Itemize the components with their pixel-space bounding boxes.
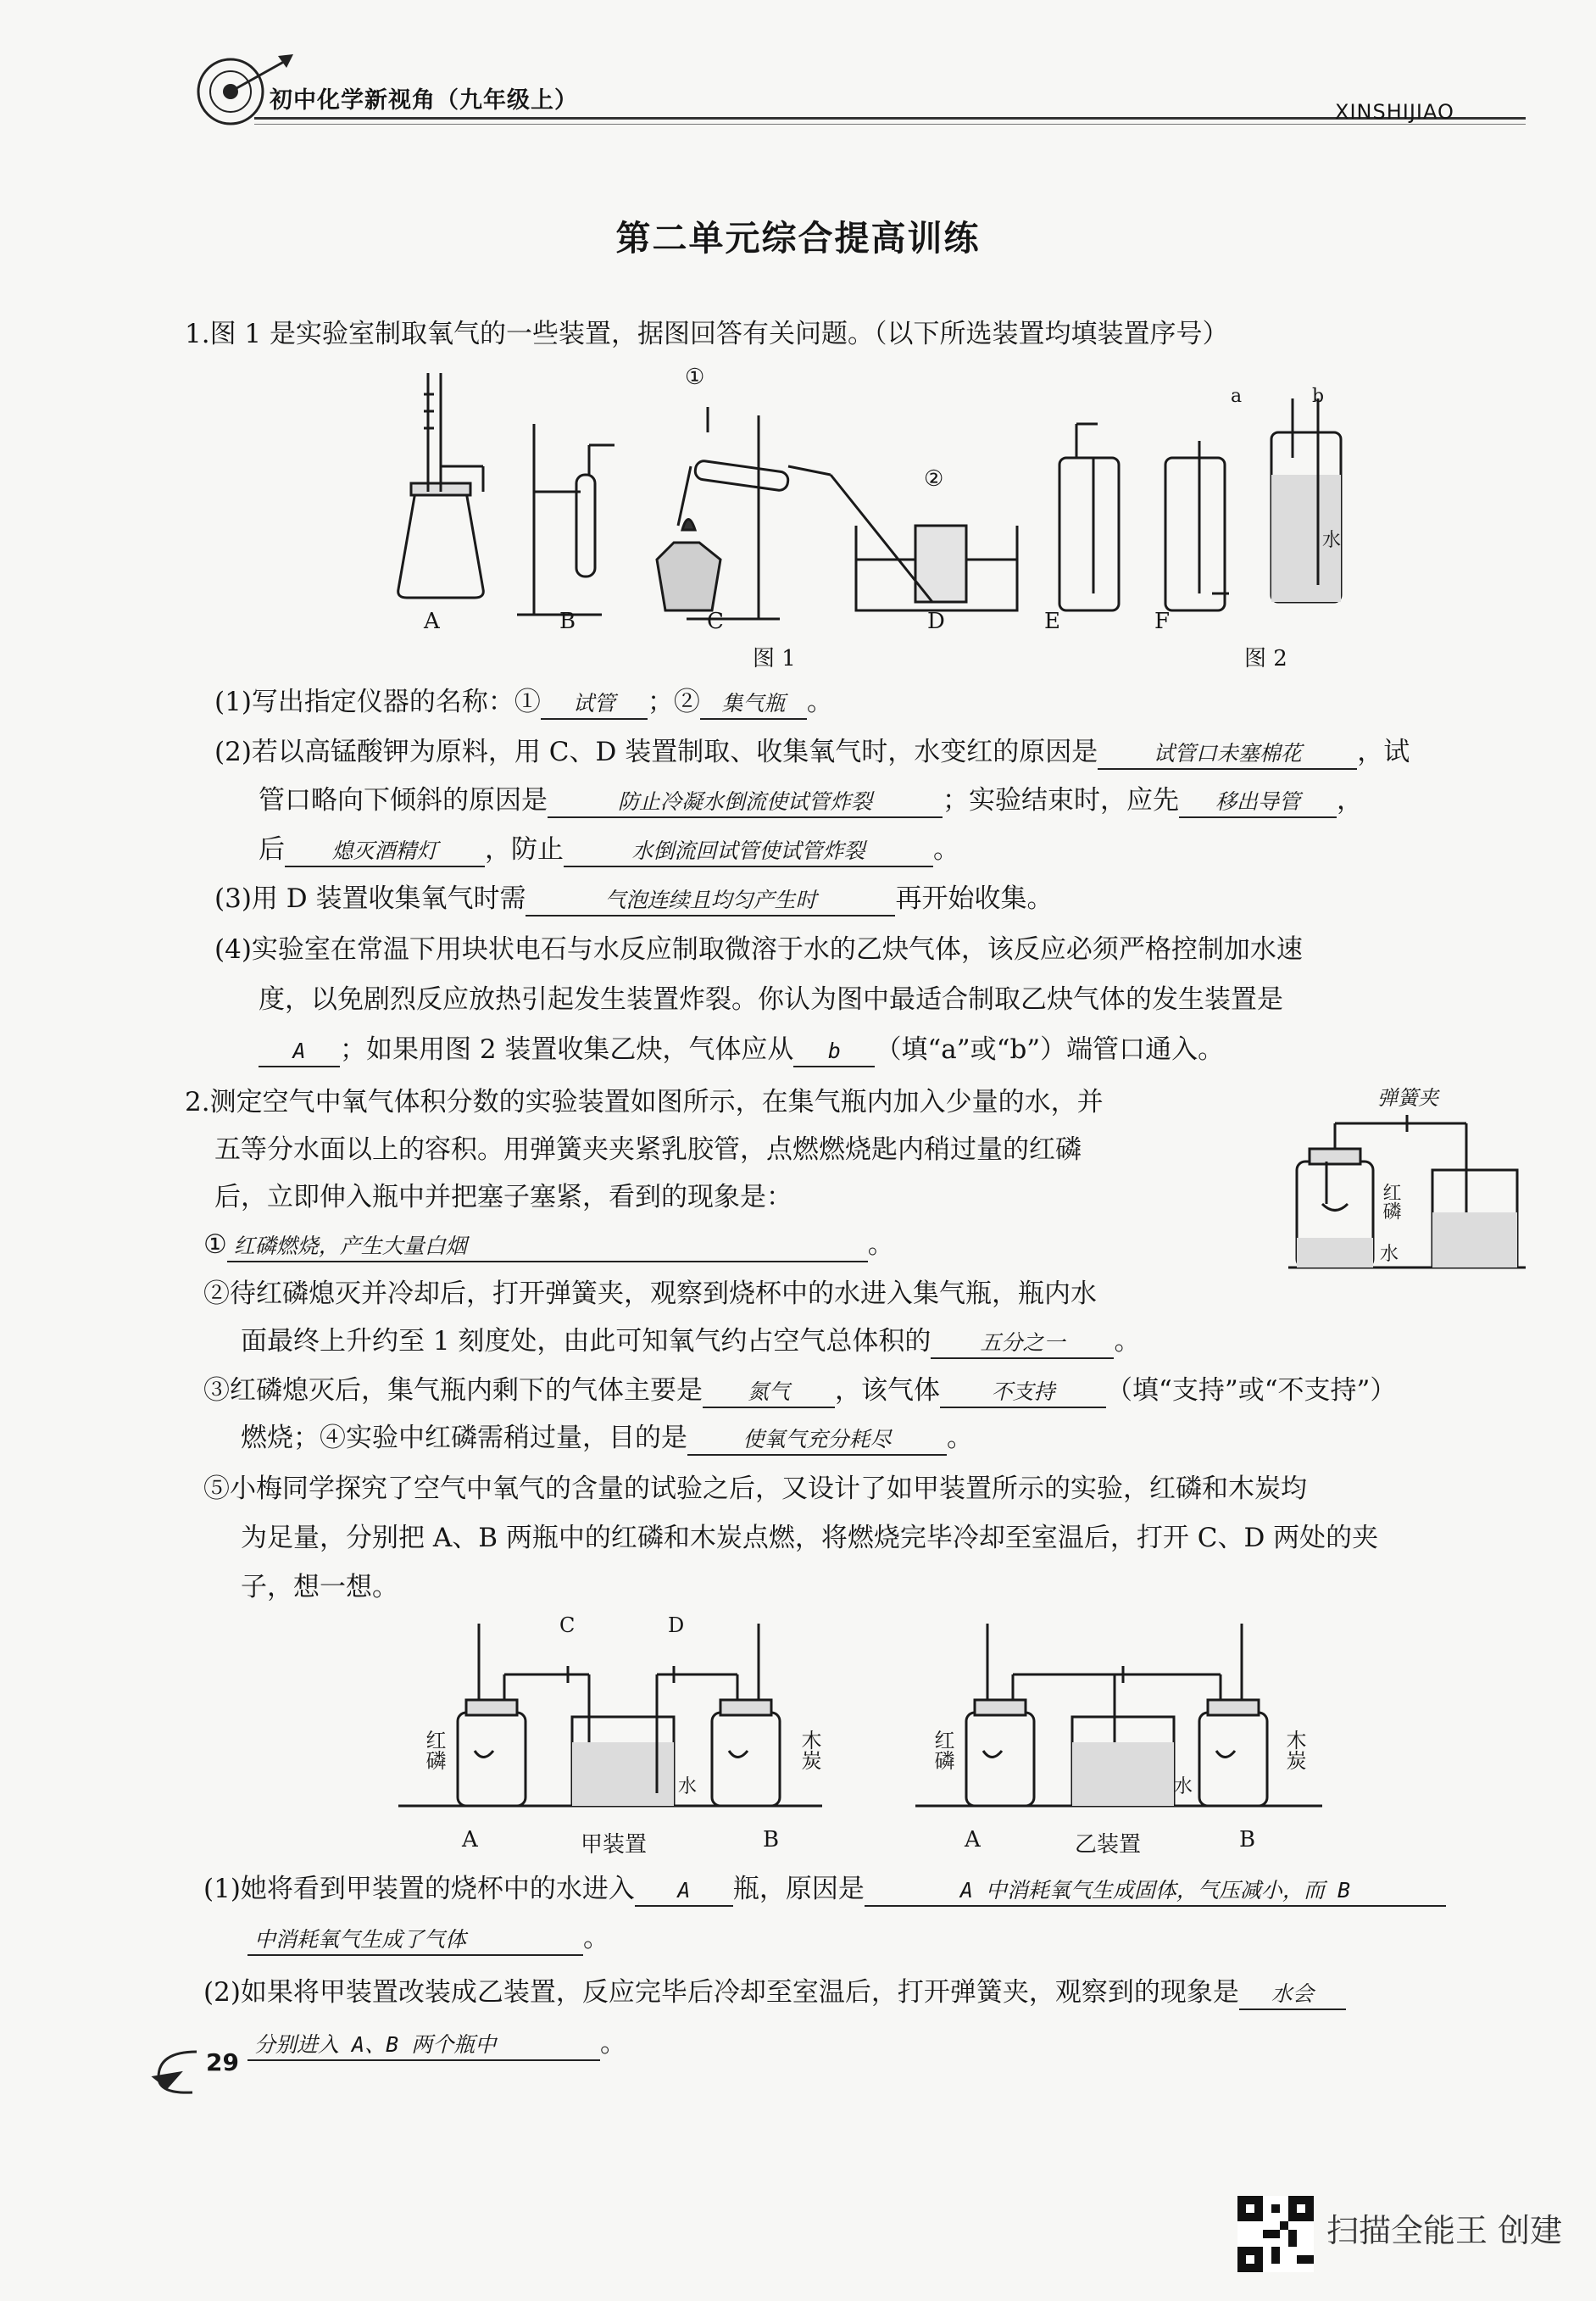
fig-label-d: D — [927, 609, 945, 634]
q2-line3: 后，立即伸入瓶中并把塞子塞紧，看到的现象是： — [214, 1182, 792, 1212]
answer-field[interactable]: A 中消耗氧气生成固体，气压减小，而 B — [865, 1876, 1446, 1907]
q2-part2-line2: 面最终上升约至 1 刻度处，由此可知氧气约占空气总体积的 五分之一 。 — [241, 1323, 1140, 1360]
answer-field[interactable]: 不支持 — [940, 1378, 1106, 1408]
answer-field[interactable]: 熄灭酒精灯 — [285, 837, 485, 867]
answer-field[interactable]: 水会 — [1239, 1980, 1346, 2010]
yi-bottle-b: B — [1239, 1827, 1256, 1852]
fig-label-e: E — [1044, 609, 1060, 634]
q2-part5-line1: ⑤小梅同学探究了空气中氧气的含量的试验之后，又设计了如甲装置所示的实验，红磷和木炭均 — [203, 1474, 1307, 1504]
phosphorus-label: 红磷 — [1380, 1183, 1401, 1220]
q2-part4: 燃烧；④实验中红磷需稍过量，目的是 使氧气充分耗尽 。 — [241, 1419, 973, 1457]
answer-field[interactable]: 中消耗氧气生成了气体 — [247, 1925, 583, 1956]
q2-sub1-line1: (1)她将看到甲装置的烧杯中的水进入 A 瓶，原因是 A 中消耗氧气生成固体，气压减小，而 B — [203, 1870, 1446, 1908]
q1-part1: (1)写出指定仪器的名称：① 试管 ；② 集气瓶 。 — [214, 683, 833, 721]
answer-field[interactable]: 红磷燃烧，产生大量白烟 — [227, 1232, 868, 1262]
mark-1: ① — [685, 365, 705, 390]
water-label: 水 — [1380, 1244, 1399, 1265]
page-title: 第二单元综合提高训练 — [615, 218, 981, 259]
figure-2-caption: 图 2 — [1244, 646, 1287, 671]
fig2-label-a: a — [1231, 386, 1243, 407]
q2-sub1-line2: 中消耗氧气生成了气体 。 — [247, 1919, 609, 1957]
answer-field[interactable]: 试管 — [541, 689, 648, 720]
q2-part5-line3: 子，想一想。 — [241, 1572, 398, 1602]
scanner-watermark: 扫描全能王 创建 — [1326, 2212, 1563, 2249]
q1-part2-line1: (2)若以高锰酸钾为原料，用 C、D 装置制取、收集氧气时，水变红的原因是 试管口未塞棉花 ，试 — [214, 733, 1410, 771]
book-title: 初中化学新视角（九年级上） — [270, 87, 578, 114]
q2-line1: 2.测定空气中氧气体积分数的实验装置如图所示，在集气瓶内加入少量的水，并 — [185, 1087, 1104, 1117]
spring-clip-label: 弹簧夹 — [1377, 1086, 1438, 1110]
clip-d-label: D — [668, 1613, 685, 1637]
answer-field[interactable]: A — [635, 1876, 733, 1907]
answer-field[interactable]: 集气瓶 — [700, 689, 807, 720]
page-corner-icon — [146, 2035, 214, 2103]
q2-sub2-line2: 分别进入 A、B 两个瓶中 。 — [247, 2025, 626, 2062]
q2-part2-line1: ②待红磷熄灭并冷却后，打开弹簧夹，观察到烧杯中的水进入集气瓶，瓶内水 — [203, 1279, 1097, 1309]
q1-part4-line3: A ；如果用图 2 装置收集乙炔，气体应从 b （填“a”或“b”）端管口通入。 — [259, 1031, 1224, 1068]
answer-field[interactable]: 试管口未塞棉花 — [1098, 739, 1357, 770]
q1-part4-line1: (4)实验室在常温下用块状电石与水反应制取微溶于水的乙炔气体，该反应必须严格控制加水速 — [214, 934, 1303, 965]
figure-1-caption: 图 1 — [753, 646, 796, 671]
jia-bottle-b: B — [763, 1827, 780, 1852]
fig-label-b: B — [559, 609, 576, 634]
answer-field[interactable]: A — [259, 1037, 340, 1067]
fig-label-a: A — [424, 609, 440, 634]
fig-label-f: F — [1154, 609, 1171, 634]
fig-label-c: C — [707, 609, 724, 634]
jia-bottle-a: A — [462, 1827, 478, 1852]
yi-phosphorus-label: 红磷 — [931, 1730, 954, 1770]
jia-phosphorus-label: 红磷 — [422, 1730, 446, 1770]
answer-field[interactable]: 五分之一 — [931, 1329, 1114, 1359]
answer-field[interactable]: 防止冷凝水倒流使试管炸裂 — [548, 788, 943, 818]
q1-part2-line2: 管口略向下倾斜的原因是 防止冷凝水倒流使试管炸裂 ；实验结束时，应先 移出导管 ， — [259, 782, 1363, 819]
q1-part4-line2: 度，以免剧烈反应放热引起发生装置炸裂。你认为图中最适合制取乙炔气体的发生装置是 — [259, 984, 1283, 1015]
q2-part1: ① 红磷燃烧，产生大量白烟 。 — [203, 1226, 894, 1263]
page-number: 29 — [206, 2048, 239, 2076]
q1-stem: 1.图 1 是实验室制取氧气的一些装置，据图回答有关问题。（以下所选装置均填装置序号） — [185, 319, 1229, 349]
clip-c-label: C — [559, 1613, 576, 1637]
header-rule-thin — [254, 124, 1526, 125]
jia-carbon-label: 木炭 — [798, 1730, 821, 1770]
q1-part3: (3)用 D 装置收集氧气时需 气泡连续且均匀产生时 再开始收集。 — [214, 880, 1053, 917]
mark-2: ② — [924, 466, 944, 492]
q1-part2-line3: 后 熄灭酒精灯 ，防止 水倒流回试管使试管炸裂 。 — [259, 831, 959, 868]
apparatus-yi — [915, 1615, 1339, 1819]
answer-field[interactable]: 分别进入 A、B 两个瓶中 — [247, 2031, 600, 2061]
apparatus-jia — [398, 1615, 822, 1819]
q2-part5-line2: 为足量，分别把 A、B 两瓶中的红磷和木炭点燃，将燃烧完毕冷却至室温后，打开 C、D 两处的夹 — [241, 1523, 1379, 1553]
answer-field[interactable]: b — [793, 1037, 875, 1067]
brand-text: XINSHIJIAO — [1335, 100, 1454, 124]
fig2-label-b: b — [1312, 386, 1325, 407]
fig2-water-label: 水 — [1322, 530, 1342, 551]
answer-field[interactable]: 水倒流回试管使试管炸裂 — [564, 837, 933, 867]
q2-line2: 五等分水面以上的容积。用弹簧夹夹紧乳胶管，点燃燃烧匙内稍过量的红磷 — [214, 1134, 1082, 1165]
yi-bottle-a: A — [965, 1827, 981, 1852]
answer-field[interactable]: 移出导管 — [1179, 788, 1337, 818]
oxygen-measure-figure — [1288, 1102, 1534, 1280]
jia-caption: 甲装置 — [581, 1832, 648, 1858]
yi-caption: 乙装置 — [1075, 1832, 1142, 1858]
apparatus-figure-1 — [373, 365, 1348, 644]
qr-code-icon — [1237, 2196, 1314, 2272]
yi-water-label: 水 — [1174, 1776, 1193, 1797]
answer-field[interactable]: 气泡连续且均匀产生时 — [526, 886, 895, 916]
answer-field[interactable]: 使氧气充分耗尽 — [687, 1425, 947, 1456]
yi-carbon-label: 木炭 — [1282, 1730, 1306, 1770]
jia-water-label: 水 — [678, 1776, 698, 1797]
q2-sub2-line1: (2)如果将甲装置改装成乙装置，反应完毕后冷却至室温后，打开弹簧夹，观察到的现象是 水会 — [203, 1974, 1346, 2011]
answer-field[interactable]: 氮气 — [703, 1378, 835, 1408]
q2-part3: ③红磷熄灭后，集气瓶内剩下的气体主要是 氮气 ，该气体 不支持 （填“支持”或“不支持”） — [203, 1372, 1396, 1409]
